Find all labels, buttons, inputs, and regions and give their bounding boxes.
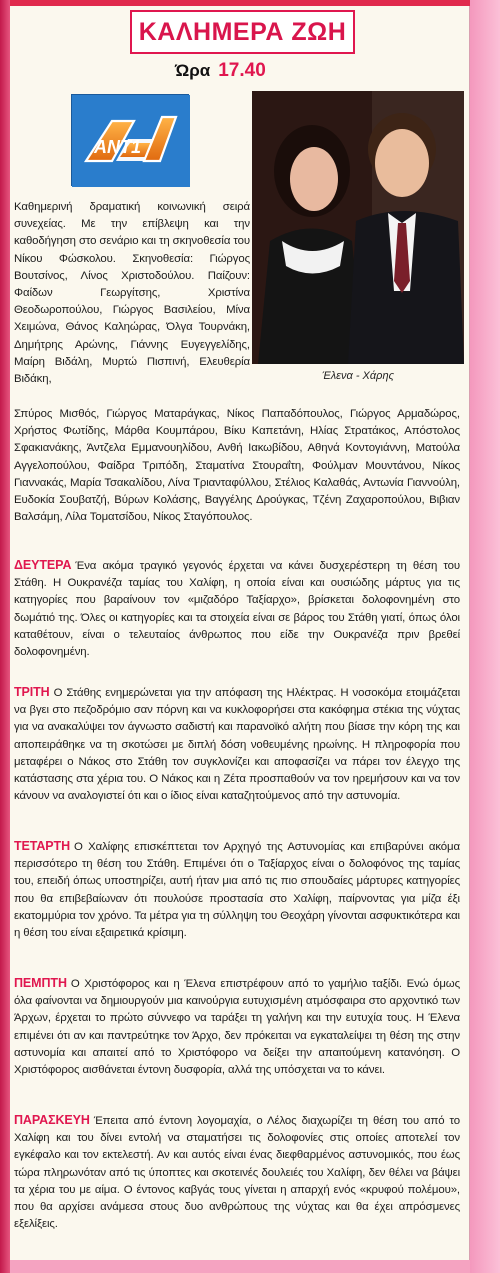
couple-photo-image <box>252 91 464 364</box>
day-label: ΠΕΜΠΤΗ <box>14 976 67 990</box>
bottom-pink-strip <box>10 1260 470 1273</box>
day-label: ΤΡΙΤΗ <box>14 685 50 699</box>
show-title-box <box>130 10 355 54</box>
airtime <box>175 60 315 84</box>
left-edge-strip <box>0 0 10 1273</box>
cast-photo <box>252 91 464 364</box>
episode-wednesday <box>14 838 460 942</box>
day-label: ΤΕΤΑΡΤΗ <box>14 839 71 853</box>
episode-text: Ο Στάθης ενημερώνεται για την απόφαση της Ηλέκτρας. Η νοσοκόμα ετοιμάζεται να βγει στο πεζοδρόμιο σαν πόρνη και να κυκλοφορήσει στα κακόφημα στέκια της νύχτας για να ανακαλύψει τον άγνωστο σαδιστή και παρανοϊκό αλήτη που βίασε την κόρη της και αποπειράθηκε να τη σκοτώσει με διπλή δόση νοθευμένης ηρωίνης. Η πληροφορία που μεταφέρει ο Νάκος στο Στάθη τον συγκλονίζει και αποφασίζει να πάρει τον έλεγχο της κατάστασης στα χέρια του. Ο Νάκος και η Ζέτα προσπαθούν να τον ηρεμήσουν και να τον κάνουν να αναλογιστεί ότι και ο ίδιος είναι καταζητούμενος από την αστυνομία. <box>14 687 460 803</box>
day-label: ΔΕΥΤΕΡΑ <box>14 558 72 572</box>
time-value: 17.40 <box>218 60 266 81</box>
intro-text-part-2: Σπύρος Μισθός, Γιώργος Ματαράγκας, Νίκος Παπαδόπουλος, Γιώργος Αρμαδώρος, Χρήστος Φωτίδης, Μάρθα Κουμπάρου, Βίκυ Καπετάνη, Ηλίας Στρατάκος, Απόστολος Σφακιανάκης, Άντζελα Εμμανουηλίδου, Ανθή Ιακωβίδου, Αθηνά Κοντογιάννη, Ματούλα Αγγελοπούλου, Φαίδρα Τριπόδη, Σταματίνα Στουραΐτη, Φούλμαν Μουντάνου, Νίκος Γιαννακάς, Μαρία Τσακαλίδου, Λίνα Τριανταφύλλου, Στέλιος Καλαθάς, Αντωνία Γιαννούλη, Ευδοκία Σουβατζή, Βύρων Κολάσης, Βαγγέλης Δρούγκας, Τζένη Ζαχαροπούλου, Βιβιαν Βαλσάμη, Λίλα Τοματσίδου, Νίκος Σταγόπουλος. <box>14 408 460 524</box>
ant1-channel-logo <box>71 94 189 186</box>
photo-caption: Έλενα - Χάρης <box>322 370 394 382</box>
time-label: Ώρα <box>175 61 211 80</box>
episode-monday <box>14 557 460 661</box>
episode-text: Ένα ακόμα τραγικό γεγονός έρχεται να κάνει δυσχερέστερη τη θέση του Στάθη. Η Ουκρανέζα ταμίας του Χαλίφη, η οποία είναι και ουσιώδης μάρτυς για τις κατηγορίες που βαραίνουν τον «μιζαδόρο Ταξίαρχο», βρίσκεται δολοφονημένη στο δωμάτιό της. Όλες οι κατηγορίες και τα στοιχεία είναι σε βάρος του Στάθη γιατί, όπως όλοι καταθέτουν, είναι ο τελευταίος άνθρωπος που είδε την Ουκρανέζα πριν βρεθεί δολοφονημένη. <box>14 560 460 659</box>
episode-thursday <box>14 975 460 1079</box>
ant1-logo-icon <box>72 95 190 187</box>
day-label: ΠΑΡΑΣΚΕΥΗ <box>14 1113 90 1127</box>
right-pink-strip <box>470 0 500 1273</box>
svg-text:ANT1: ANT1 <box>94 137 142 157</box>
episode-text: Ο Χριστόφορος και η Έλενα επιστρέφουν από το γαμήλιο ταξίδι. Ενώ όμως όλα φαίνονται να δημιουργούν μια καινούργια ευτυχισμένη ατμόσφαιρα στο αρχοντικό των Άρχων, έρχεται το πρώτο σύννεφο να ταράξει τη γαλήνη και την ευτυχία τους. Η Έλενα επιμένει ότι αν και παντρεύτηκε τον Άρχο, δεν πρόκειται να εγκαταλείψει τη θέση της στην αστυνομία και απαιτεί από το Χριστόφορο να δείξει την απαιτούμενη κατανόηση. Ο Χριστόφορος αισθάνεται έντονη δυσφορία, αλλά της υπόσχεται να το κάνει. <box>14 978 460 1077</box>
episode-tuesday <box>14 684 460 805</box>
episode-friday <box>14 1112 460 1233</box>
episode-text: Ο Χαλίφης επισκέπτεται τον Αρχηγό της Αστυνομίας και επιβαρύνει ακόμα περισσότερο τη θέση του Στάθη. Επιμένει ότι ο Ταξίαρχος είναι ο δολοφόνος της ταμίας του, επειδή όπως υποστηρίζει, αυτή ήταν μια από τις πιο σπουδαίες μάρτυρες κατηγορίες που θα επιβεβαίωναν ότι πουλούσε προστασία στο Χαλίφη, παίρνοντας για μίζα έξι εκατομμύρια τον χρόνο. Τα μέτρα για τη σύλληψη του Θεοχάρη γίνονται ασφυκτικότερα και η θέση του είναι εξαιρετικά κρίσιμη. <box>14 841 460 940</box>
episode-text: Έπειτα από έντονη λογομαχία, ο Λέλος διαχωρίζει τη θέση του από το Χαλίφη και του δίνει εντολή να σταματήσει τις δολοφονίες στις οποίες αποτελεί τον εγκέφαλο και τον εκτελεστή. Αν και αυτός είναι ένας διεφθαρμένος αστυνομικός, που έως τώρα πληρωνόταν από τις ύποπτες και σκοτεινές δουλειές του Χαλίφη, δεν θέλει να βάψει τα χέρια του με αίμα. Ο έντονος καβγάς τους γίνεται η απαρχή ενός «κρυφού πολέμου», που θα αρχίσει ανάμεσα στους δυο ανθρώπους της νύχτας και θα έχει απρόσμενες εξελίξεις. <box>14 1115 460 1231</box>
intro-text-part-1: Καθημερινή δραματική κοινωνική σειρά συνεχείας. Με την επίβλεψη και την καθοδήγηση στο σενάριο και τη σκηνοθεσία του Νίκου Φώσκολου. Σκηνοθεσία: Γιώργος Βουτσίνος, Λίνος Χριστοδούλου. Παίζουν: Φαίδων Γεωργίτσης, Χριστίνα Θεοδωροπούλου, Γιώργος Βασιλείου, Μίνα Χειμώνα, Θάνος Καληώρας, Όλγα Τουρνάκη, Δημήτρης Αρώνης, Γιάννης Ευγεγγελίδης, Μαίρη Βιδάλη, Μυρτώ Πισπινή, Ελευθερία Βιδάκη, <box>14 201 250 386</box>
show-title: ΚΑΛΗΜΕΡΑ ΖΩΗ <box>138 17 347 46</box>
